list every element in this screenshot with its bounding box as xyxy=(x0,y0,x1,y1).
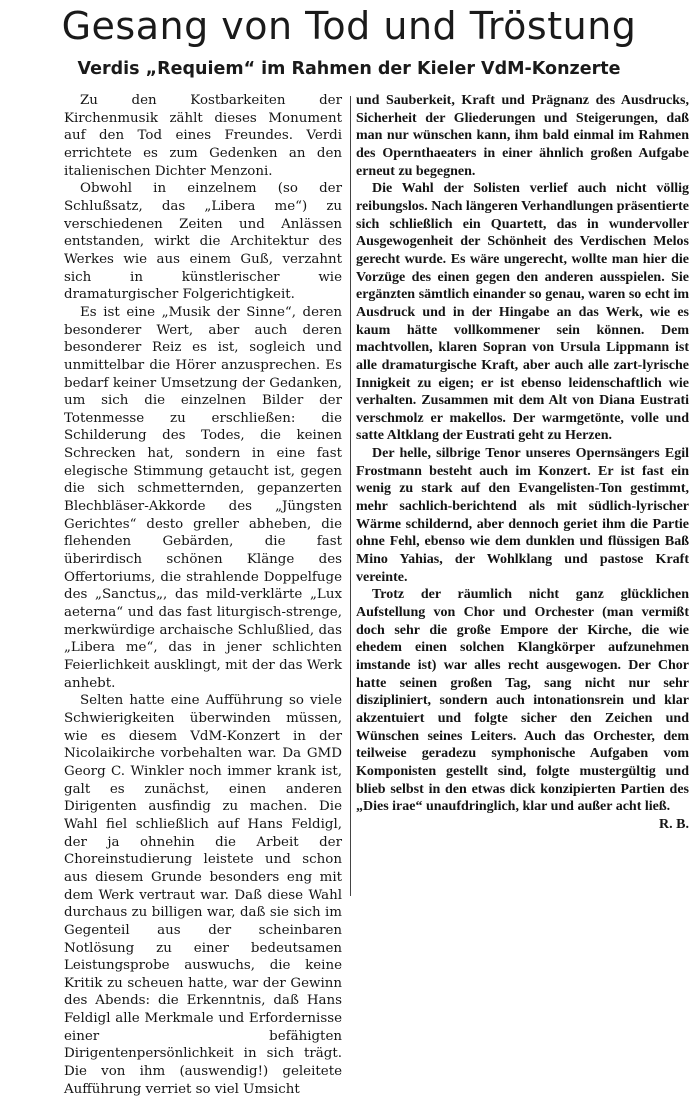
paragraph: Der helle, silbrige Tenor unseres Opernsängers Egil Frostmann besteht auch im Konzert. Er ist fast ein wenig zu stark auf den Evangelisten-Ton gestimmt, mehr sachlich-berichtend als mit südlich-lyrischer Wärme schildernd, aber dennoch geriet ihm die Partie ohne Fehl, ebenso wie dem dunklen und flüssigen Baß Mino Yahias, der Wohlklang und pastose Kraft vereinte. xyxy=(356,446,689,585)
article-subheadline: Verdis „Requiem“ im Rahmen der Kieler VdM-Konzerte xyxy=(77,59,621,79)
column-divider xyxy=(350,96,351,896)
paragraph: Zu den Kostbarkeiten der Kirchenmusik zählt dieses Monument auf den Tod eines Freundes. Verdi errichtete es zum Gedenken an den italienischen Dichter Menzoni. xyxy=(64,93,342,179)
paragraph: Die Wahl der Solisten verlief auch nicht völlig reibungslos. Nach längeren Verhandlungen präsentierte sich schließlich ein Quartett, das in wundervoller Ausgewogenheit der Schönheit des Verdischen Melos gerecht wurde. Es wäre ungerecht, wollte man hier die Vorzüge des einen gegen den anderen ausspielen. Sie ergänzten sämtlich einander so genau, waren so echt im Ausdruck und in der Hingabe an das Werk, wie es kaum hätte vollkommener sein können. Dem machtvollen, klaren Sopran von Ursula Lippmann ist alle dramaturgische Kraft, aber auch alle zart-lyrische Innigkeit zu eigen; er ist ebenso leidenschaftlich wie verhalten. Zusammen mit dem Alt von Diana Eustrati verschmolz er makellos. Der warmgetönte, volle und satte Altklang der Eustrati geht zu Herzen. xyxy=(356,181,689,444)
paragraph: Trotz der räumlich nicht ganz glücklichen Aufstellung von Chor und Orchester (man vermißt doch sehr die große Empore der Kirche, die wie ehedem einen solchen Klangkörper aufzunehmen imstande ist) war alles recht ausgewogen. Der Chor hatte seinen großen Tag, sang nicht nur sehr diszipliniert, sondern auch intonationsrein und klar akzentuiert und folgte sicher den Zeichen und Wünschen seines Leiters. Auch das Orchester, dem teilweise geradezu symphonische Aufgaben vom Komponisten gestellt sind, folgte mustergültig und blieb selbst in den etwas dick konzipierten Partien des „Dies irae“ unaufdringlich, klar und außer acht ließ. xyxy=(356,587,689,815)
article-column-right xyxy=(356,92,689,834)
paragraph: und Sauberkeit, Kraft und Prägnanz des Ausdrucks, Sicherheit der Gliederungen und Steigerungen, daß man nur wünschen kann, ihm bald einmal im Rahmen des Opernthaeaters in einer ähnlich großen Aufgabe erneut zu begegnen. xyxy=(356,93,689,179)
article-column-left xyxy=(64,92,342,1098)
paragraph: Obwohl in einzelnem (so der Schlußsatz, das „Libera me“) zu verschiedenen Zeiten und Anlässen entstanden, wirkt die Architektur des Werkes wie aus einem Guß, verzahnt sich in künstlerischer wie dramaturgischer Folgerichtigkeit. xyxy=(64,181,342,303)
paragraph: Selten hatte eine Aufführung so viele Schwierigkeiten überwinden müssen, wie es diesem VdM-Konzert in der Nicolaikirche vorbehalten war. Da GMD Georg C. Winkler noch immer krank ist, galt es zunächst, einen anderen Dirigenten ausfindig zu machen. Die Wahl fiel schließlich auf Hans Feldigl, der ja ohnehin die Arbeit der Choreinstudierung leistete und schon aus diesem Grunde besonders eng mit dem Werk vertraut war. Daß diese Wahl durchaus zu billigen war, daß sie sich im Gegenteil aus der scheinbaren Notlösung zu einer bedeutsamen Leistungsprobe auswuchs, die keine Kritik zu scheuen hatte, war der Gewinn des Abends: die Erkenntnis, daß Hans Feldigl alle Merkmale und Erfordernisse einer befähigten Dirigentenpersönlichkeit in sich trägt. Die von ihm (auswendig!) geleitete Aufführung verriet so viel Umsicht xyxy=(64,693,342,1097)
article-headline: Gesang von Tod und Tröstung xyxy=(61,4,637,48)
author-signature: R. B. xyxy=(659,816,689,832)
paragraph: Es ist eine „Musik der Sinne“, deren besonderer Wert, aber auch deren besonderer Reiz es ist, sogleich und unmittelbar die Hörer anzusprechen. Es bedarf keiner Umsetzung der Gedanken, um sich die einzelnen Bilder der Totenmesse zu erschließen: die Schilderung des Todes, die keinen Schrecken hat, sondern in eine fast elegische Stimmung getaucht ist, gegen die sich schmetternden, gepanzerten Blechbläser-Akkorde des „Jüngsten Gerichtes“ desto greller abheben, die flehenden Gebärden, die fast überirdisch schönen Klänge des Offertoriums, die strahlende Doppelfuge des „Sanctus„, das mild-verklärte „Lux aeterna“ und das fast liturgisch-strenge, merkwürdige archaische Schlußlied, das „Libera me“, das in jener schlichten Feierlichkeit ausklingt, mit der das Werk anhebt. xyxy=(64,304,342,691)
